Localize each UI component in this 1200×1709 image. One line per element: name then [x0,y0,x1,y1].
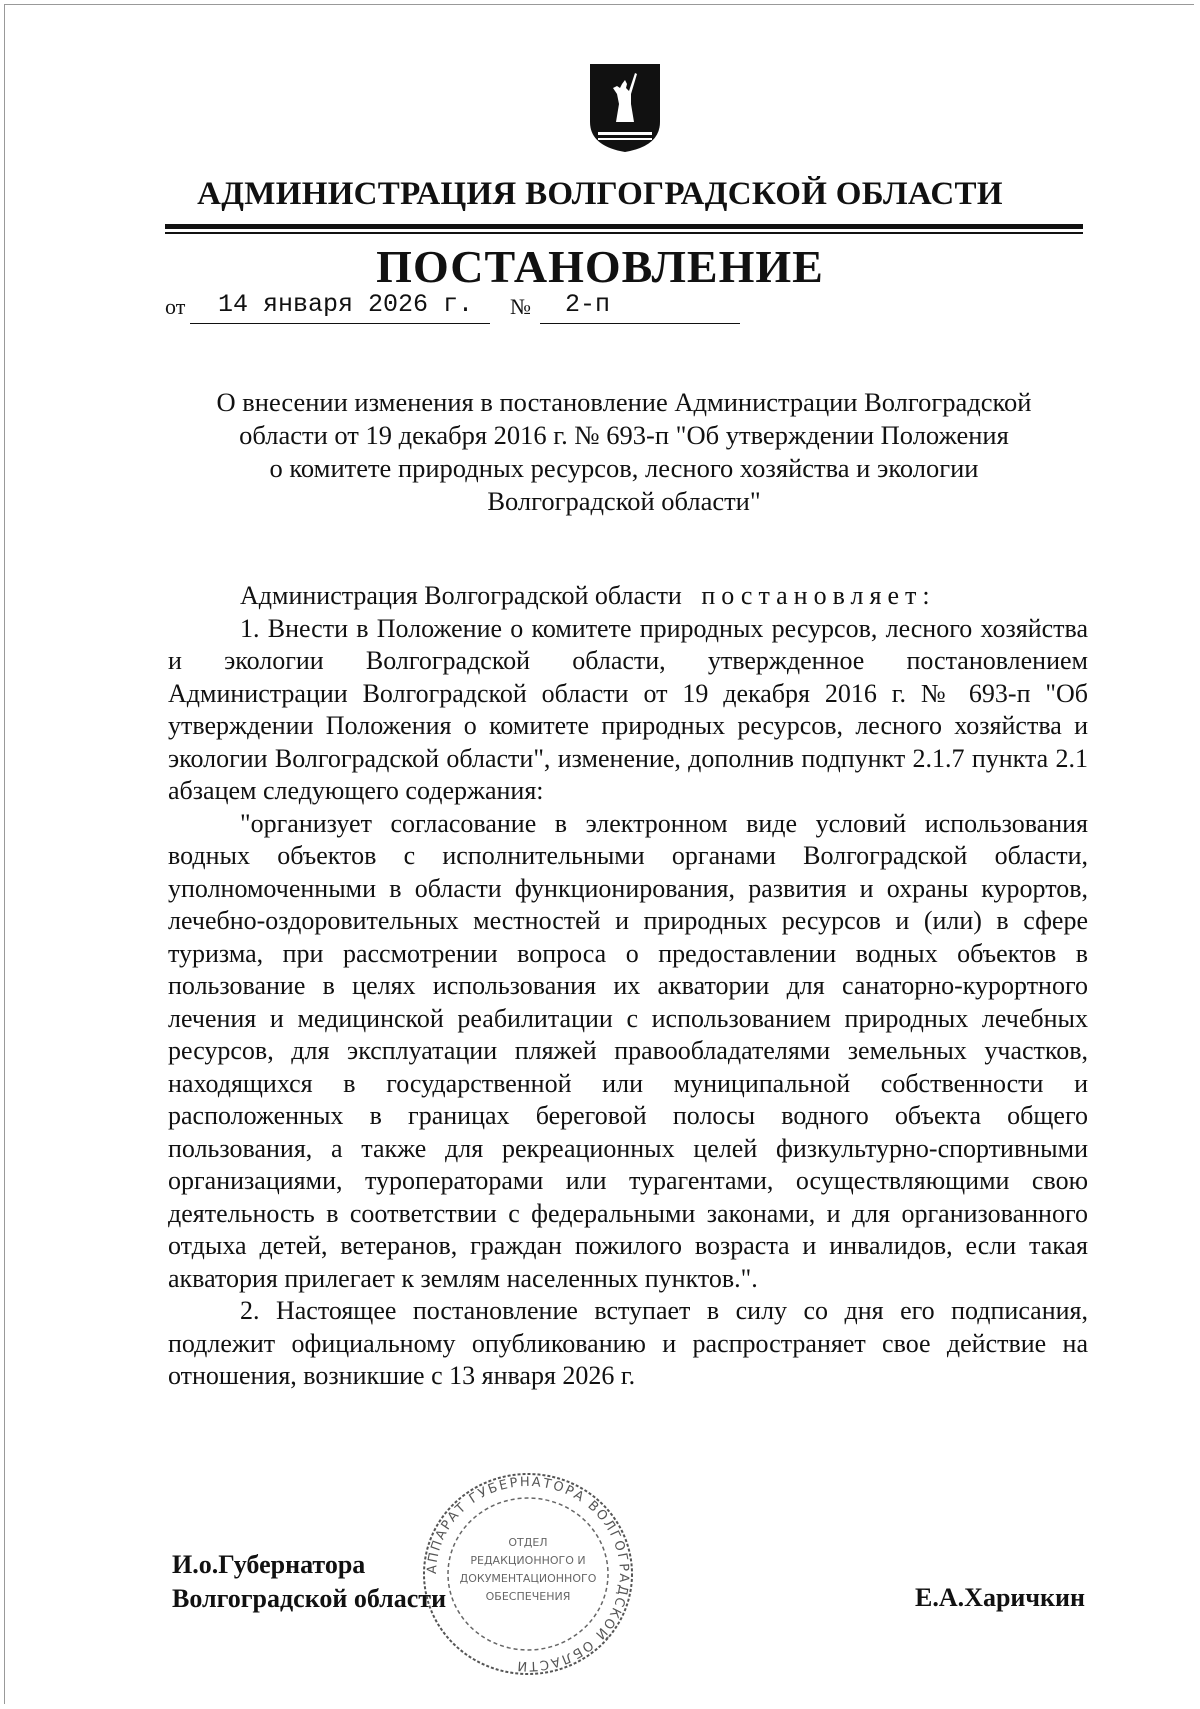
paragraph-2: 2. Настоящее постановление вступает в силу со дня его подписания, подлежит официальному опубликованию и распространяет свое действие на отношения, возникшие с 13 января 2026 г. [168,1296,1088,1390]
intro-verb: постановляет: [701,581,936,610]
signer-position-line: И.о.Губернатора [172,1550,366,1579]
header-rule-thin [165,232,1083,234]
title-line: Волгоградской области" [487,486,761,516]
intro-subject: Администрация Волгоградской области [240,581,682,610]
document-type: ПОСТАНОВЛЕНИЕ [376,241,824,292]
stamp-line: ДОКУМЕНТАЦИОННОГО [459,1572,597,1585]
volgograd-coat-of-arms-icon [588,62,662,154]
header-rule-thick [165,224,1083,229]
document-body [168,580,1088,1393]
document-date: 14 января 2026 г. [190,290,490,324]
stamp-line: ОБЕСПЕЧЕНИЯ [485,1590,571,1603]
signer-name: Е.А.Харичкин [915,1583,1085,1612]
date-prefix: от [165,294,186,319]
official-seal-stamp [418,1468,638,1680]
signer-position-line: Волгоградской области [172,1584,447,1613]
stamp-line: РЕДАКЦИОННОГО И [470,1554,586,1567]
paragraph-1-quote: "организует согласование в электронном виде условий использования водных объектов с исполнительными органами Волгоградской области, уполномоченными в области функционирования, развития и охраны курортов, лечебно-оздоровительных местностей и природных ресурсов и (или) в сфере туризма, при рассмотрении вопроса о предоставлении водных объектов в пользование в целях использования их акватории для санаторно-курортного лечения и медицинской реабилитации с использованием природных лечебных ресурсов, для эксплуатации пляжей правообладателями земельных участков, находящихся в государственной или муниципальной собственности и расположенных в границах береговой полосы водного объекта общего пользования, а также для рекреационных целей физкультурно-спортивными организациями, туроператорами или турагентами, осуществляющими свою деятельность в соответствии с федеральными законами, и для организованного отдыха детей, ветеранов, граждан пожилого возраста и инвалидов, если такая акватория прилегает к землям населенных пунктов.". [168,808,1088,1293]
stamp-outer-text: АППАРАТ ГУБЕРНАТОРА ВОЛГОГРАДСКОЙ ОБЛАСТИ [424,1474,632,1674]
document-title [165,386,1083,518]
signer-position [172,1548,446,1616]
organization-name: АДМИНИСТРАЦИЯ ВОЛГОГРАДСКОЙ ОБЛАСТИ [197,176,1003,212]
number-prefix: № [510,294,531,319]
title-line: о комитете природных ресурсов, лесного хозяйства и экологии [269,453,979,483]
paragraph-1: 1. Внести в Положение о комитете природных ресурсов, лесного хозяйства и экологии Волгоградской области, утвержденное постановлением Администрации Волгоградской области от 19 декабря 2016 г. № 693-п "Об утверждении Положения о комитете природных ресурсов, лесного хозяйства и экологии Волгоградской области", изменение, дополнив подпункт 2.1.7 пункта 2.1 абзацем следующего содержания: [168,613,1088,805]
title-line: области от 19 декабря 2016 г. № 693-п "Об утверждении Положения [239,420,1009,450]
intro-paragraph [168,580,1088,613]
stamp-line: ОТДЕЛ [508,1536,548,1549]
document-number: 2-п [540,290,740,324]
title-line: О внесении изменения в постановление Администрации Волгоградской [216,387,1032,417]
